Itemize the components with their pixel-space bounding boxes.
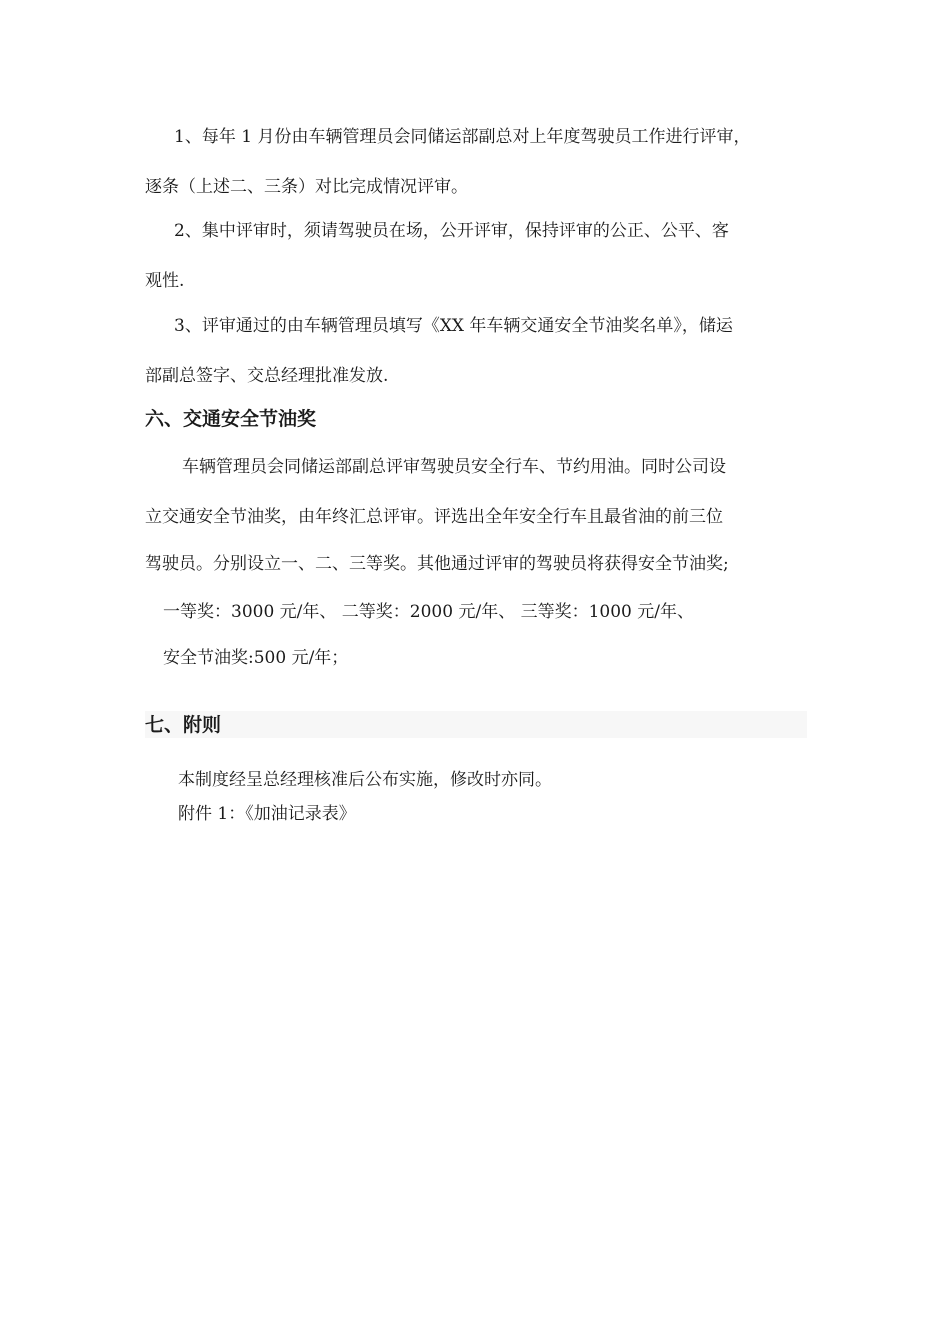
item-2-line-2: 观性. [145, 271, 185, 291]
awards-line-2: 安全节油奖:500 元/年； [163, 648, 349, 668]
section-6-para-line-3: 驾驶员。分别设立一、二、三等奖。其他通过评审的驾驶员将获得安全节油奖; [145, 554, 729, 574]
item-2-line-1: 2、集中评审时，须请驾驶员在场，公开评审，保持评审的公正、公平、客 [174, 221, 729, 241]
section-7-heading-background [145, 711, 807, 738]
section-7-line-1: 本制度经呈总经理核准后公布实施，修改时亦同。 [178, 770, 552, 790]
section-7-heading: 七、附则 [145, 714, 222, 736]
item-3-line-2: 部副总签字、交总经理批准发放. [145, 366, 389, 386]
attachment-line: 附件 1：《加油记录表》 [178, 804, 356, 824]
section-6-para-line-1: 车辆管理员会同储运部副总评审驾驶员安全行车、节约用油。同时公司设 [182, 457, 726, 477]
item-1-line-2: 逐条（上述二、三条）对比完成情况评审。 [145, 177, 468, 197]
awards-line-1: 一等奖：3000 元/年、 二等奖：2000 元/年、 三等奖：1000 元/年、 [163, 602, 694, 622]
item-1-line-1: 1、每年 1 月份由车辆管理员会同储运部副总对上年度驾驶员工作进行评审， [174, 127, 751, 147]
section-6-heading: 六、交通安全节油奖 [145, 408, 317, 430]
item-3-line-1: 3、评审通过的由车辆管理员填写《XX 年车辆交通安全节油奖名单》，储运 [174, 316, 733, 336]
section-6-para-line-2: 立交通安全节油奖，由年终汇总评审。评选出全年安全行车且最省油的前三位 [145, 507, 723, 527]
